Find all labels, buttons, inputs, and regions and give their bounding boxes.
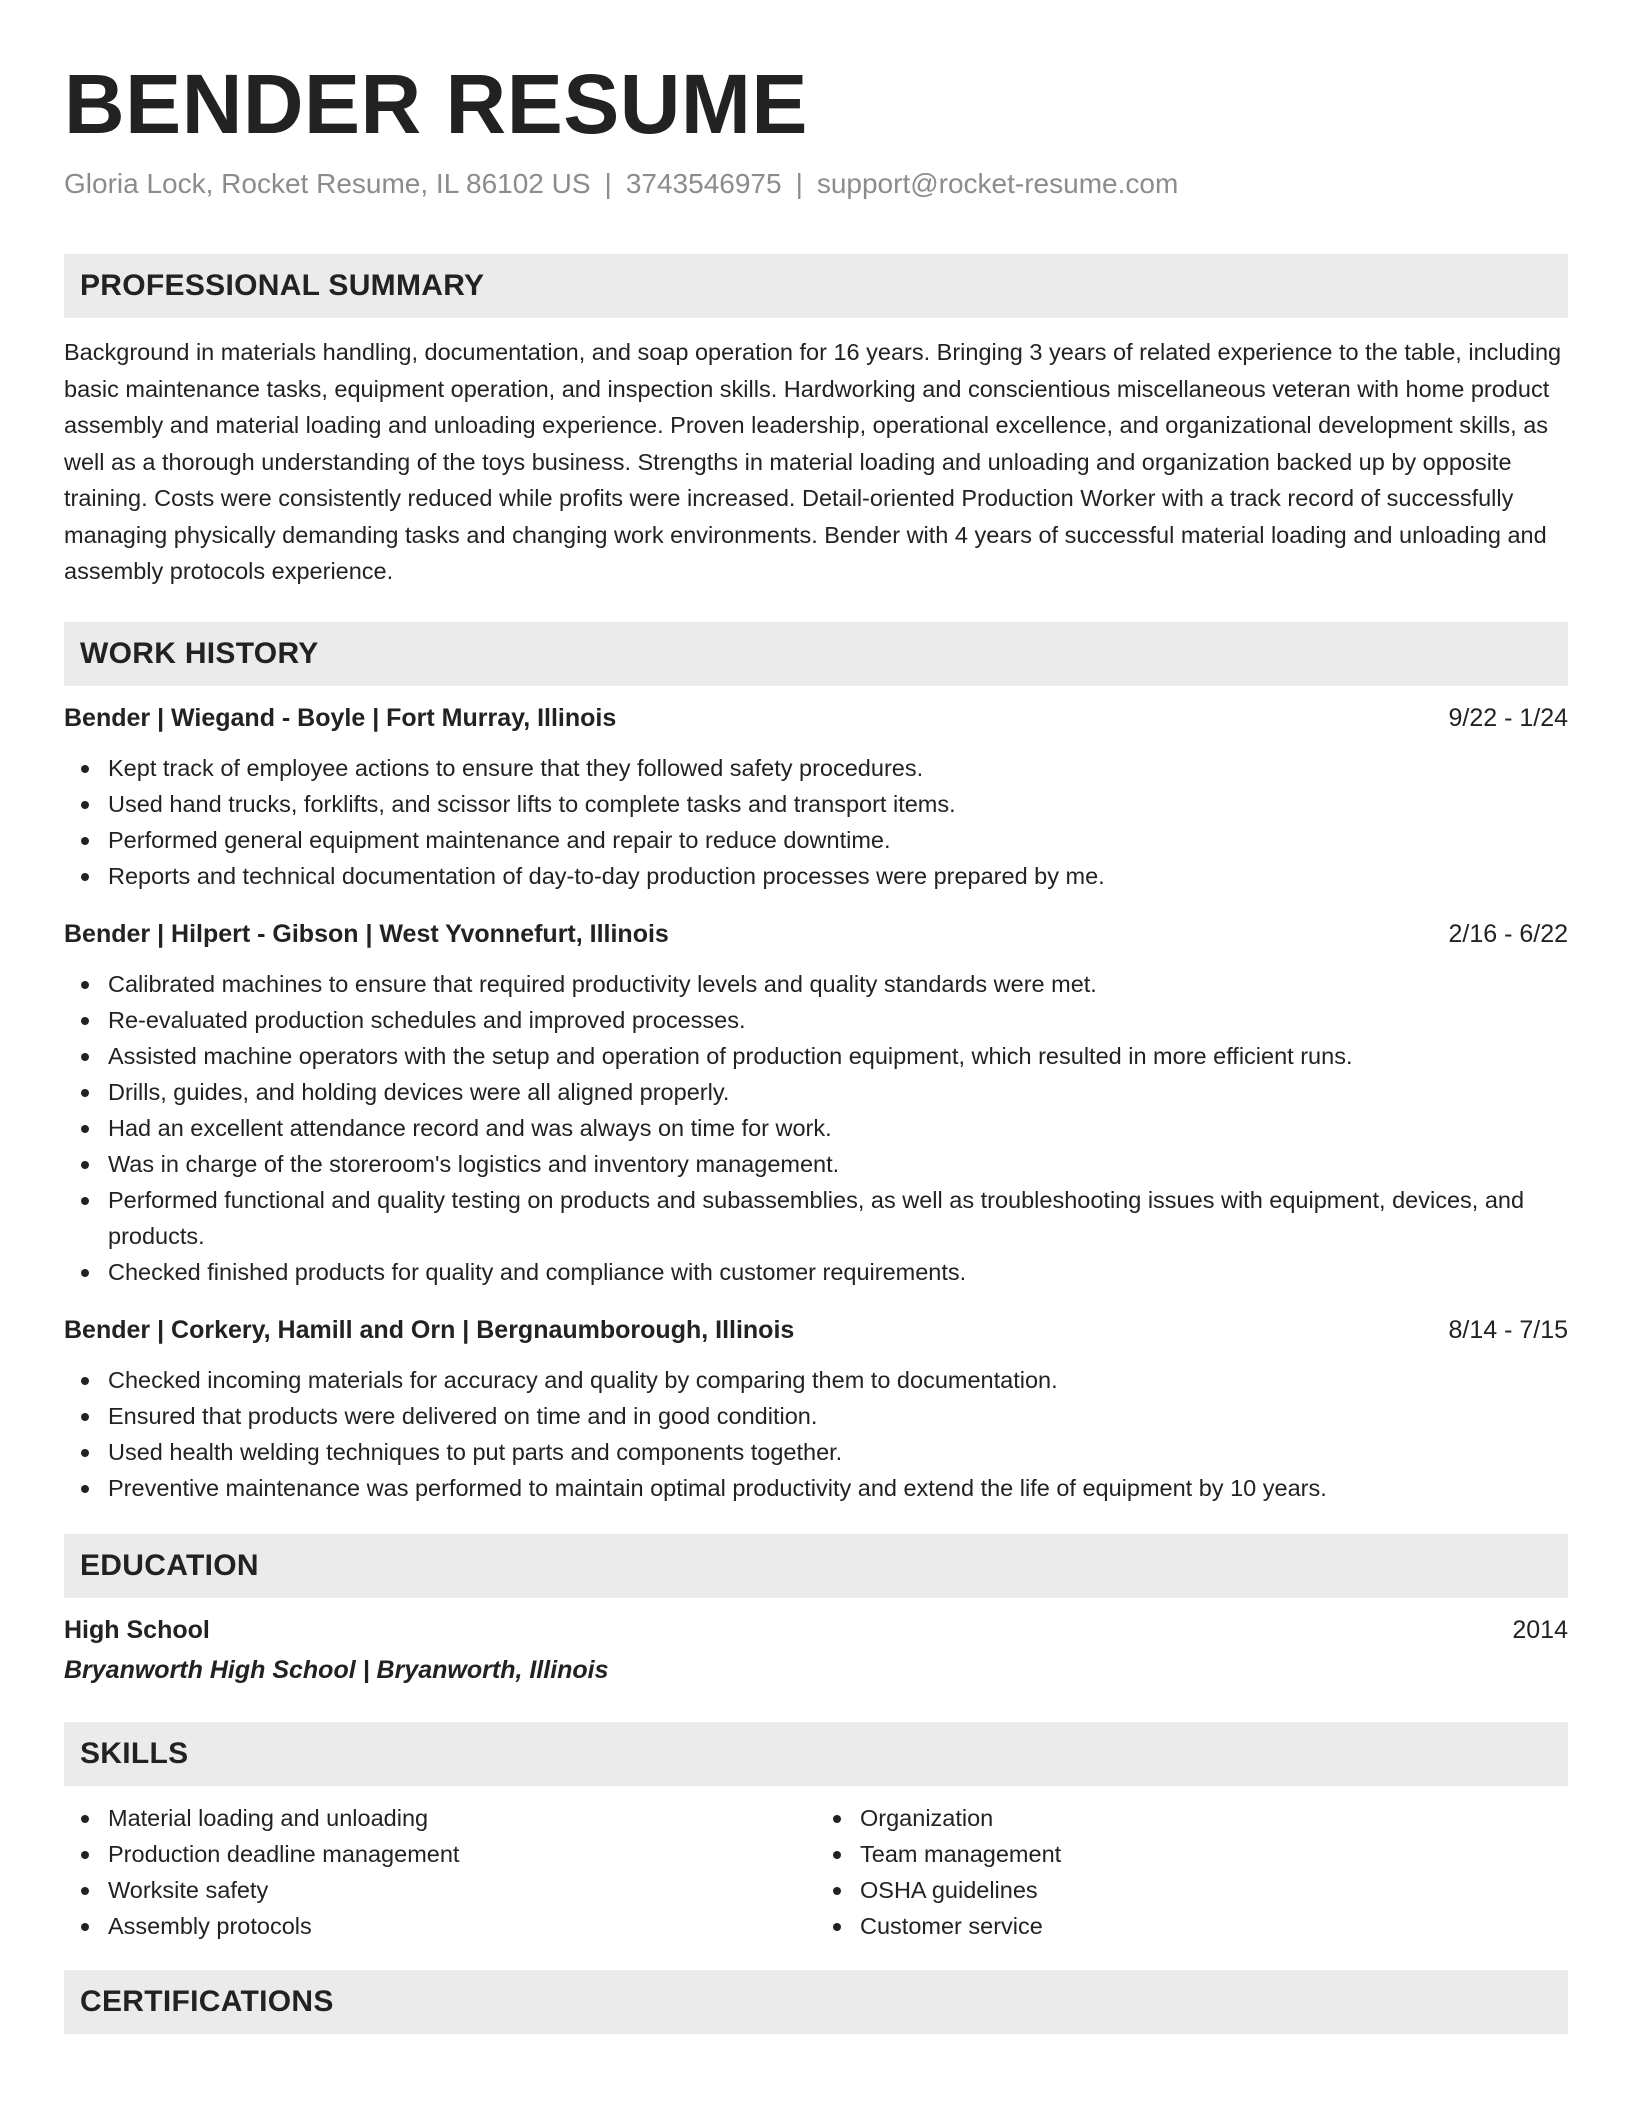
job-bullet: Ensured that products were delivered on time and in good condition.: [64, 1398, 1568, 1434]
contact-line: [64, 166, 1568, 202]
job-title: Bender | Hilpert - Gibson | West Yvonnefurt, Illinois: [64, 919, 669, 948]
skill-item: Team management: [816, 1836, 1568, 1872]
job-bullet: Used hand trucks, forklifts, and scissor lifts to complete tasks and transport items.: [64, 786, 1568, 822]
education-degree: High School: [64, 1615, 210, 1644]
job-bullet: Performed general equipment maintenance and repair to reduce downtime.: [64, 822, 1568, 858]
job-bullet: Assisted machine operators with the setup and operation of production equipment, which resulted in more efficient runs.: [64, 1038, 1568, 1074]
job-bullet: Reports and technical documentation of day-to-day production processes were prepared by me.: [64, 858, 1568, 894]
job-title: Bender | Wiegand - Boyle | Fort Murray, Illinois: [64, 703, 617, 732]
job-bullet: Had an excellent attendance record and was always on time for work.: [64, 1110, 1568, 1146]
job-dates: 8/14 - 7/15: [1448, 1315, 1568, 1344]
job-bullets: [64, 1362, 1568, 1506]
job-bullets: [64, 750, 1568, 894]
contact-address: Gloria Lock, Rocket Resume, IL 86102 US: [64, 168, 591, 199]
job-entry: [64, 1312, 1568, 1506]
education-header: [64, 1612, 1568, 1648]
education-year: 2014: [1512, 1615, 1568, 1644]
job-bullet: Calibrated machines to ensure that required productivity levels and quality standards were met.: [64, 966, 1568, 1002]
skill-item: Worksite safety: [64, 1872, 816, 1908]
skill-item: Material loading and unloading: [64, 1800, 816, 1836]
contact-email: support@rocket-resume.com: [816, 168, 1179, 199]
job-bullet: Re-evaluated production schedules and improved processes.: [64, 1002, 1568, 1038]
contact-separator: |: [795, 168, 803, 199]
resume-name: BENDER RESUME: [64, 57, 808, 151]
summary-paragraph: Background in materials handling, documentation, and soap operation for 16 years. Bringing 3 years of related experience to the table, including basic maintenance tasks, equipment operation, and inspection skills. Hardworking and conscientious miscellaneous veteran with home product assembly and material loading and unloading experience. Proven leadership, operational excellence, and organizational development skills, as well as a thorough understanding of the toys business. Strengths in material loading and unloading and organization backed up by opposite training. Costs were consistently reduced while profits were increased. Detail-oriented Production Worker with a track record of successfully managing physically demanding tasks and changing work environments. Bender with 4 years of successful material loading and unloading and assembly protocols experience.: [64, 339, 1562, 584]
contact-phone: 3743546975: [625, 168, 782, 199]
skill-item: Assembly protocols: [64, 1908, 816, 1944]
job-bullets: [64, 966, 1568, 1290]
job-header: [64, 916, 1568, 952]
skills-grid: [64, 1800, 1568, 1944]
skill-item: OSHA guidelines: [816, 1872, 1568, 1908]
skills-column-right: [816, 1800, 1568, 1944]
job-bullet: Checked incoming materials for accuracy and quality by comparing them to documentation.: [64, 1362, 1568, 1398]
job-entry: [64, 700, 1568, 894]
job-bullet: Checked finished products for quality and compliance with customer requirements.: [64, 1254, 1568, 1290]
skill-item: Customer service: [816, 1908, 1568, 1944]
job-dates: 2/16 - 6/22: [1448, 919, 1568, 948]
job-title: Bender | Corkery, Hamill and Orn | Bergnaumborough, Illinois: [64, 1315, 795, 1344]
skill-item: Production deadline management: [64, 1836, 816, 1872]
job-bullet: Preventive maintenance was performed to maintain optimal productivity and extend the life of equipment by 10 years.: [64, 1470, 1568, 1506]
education-school: Bryanworth High School | Bryanworth, Illinois: [64, 1655, 609, 1684]
job-bullet: Kept track of employee actions to ensure that they followed safety procedures.: [64, 750, 1568, 786]
job-dates: 9/22 - 1/24: [1448, 703, 1568, 732]
section-heading-summary: PROFESSIONAL SUMMARY: [64, 254, 1568, 318]
job-bullet: Drills, guides, and holding devices were all aligned properly.: [64, 1074, 1568, 1110]
section-heading-education: EDUCATION: [64, 1534, 1568, 1598]
section-heading-certifications: CERTIFICATIONS: [64, 1970, 1568, 2034]
skills-column-left: [64, 1800, 816, 1944]
section-heading-skills: SKILLS: [64, 1722, 1568, 1786]
job-bullet: Performed functional and quality testing on products and subassemblies, as well as troubleshooting issues with equipment, devices, and products.: [64, 1182, 1568, 1254]
section-heading-work-history: WORK HISTORY: [64, 622, 1568, 686]
job-bullet: Was in charge of the storeroom's logistics and inventory management.: [64, 1146, 1568, 1182]
job-entry: [64, 916, 1568, 1290]
job-header: [64, 1312, 1568, 1348]
job-header: [64, 700, 1568, 736]
job-bullet: Used health welding techniques to put parts and components together.: [64, 1434, 1568, 1470]
contact-separator: |: [604, 168, 612, 199]
skill-item: Organization: [816, 1800, 1568, 1836]
